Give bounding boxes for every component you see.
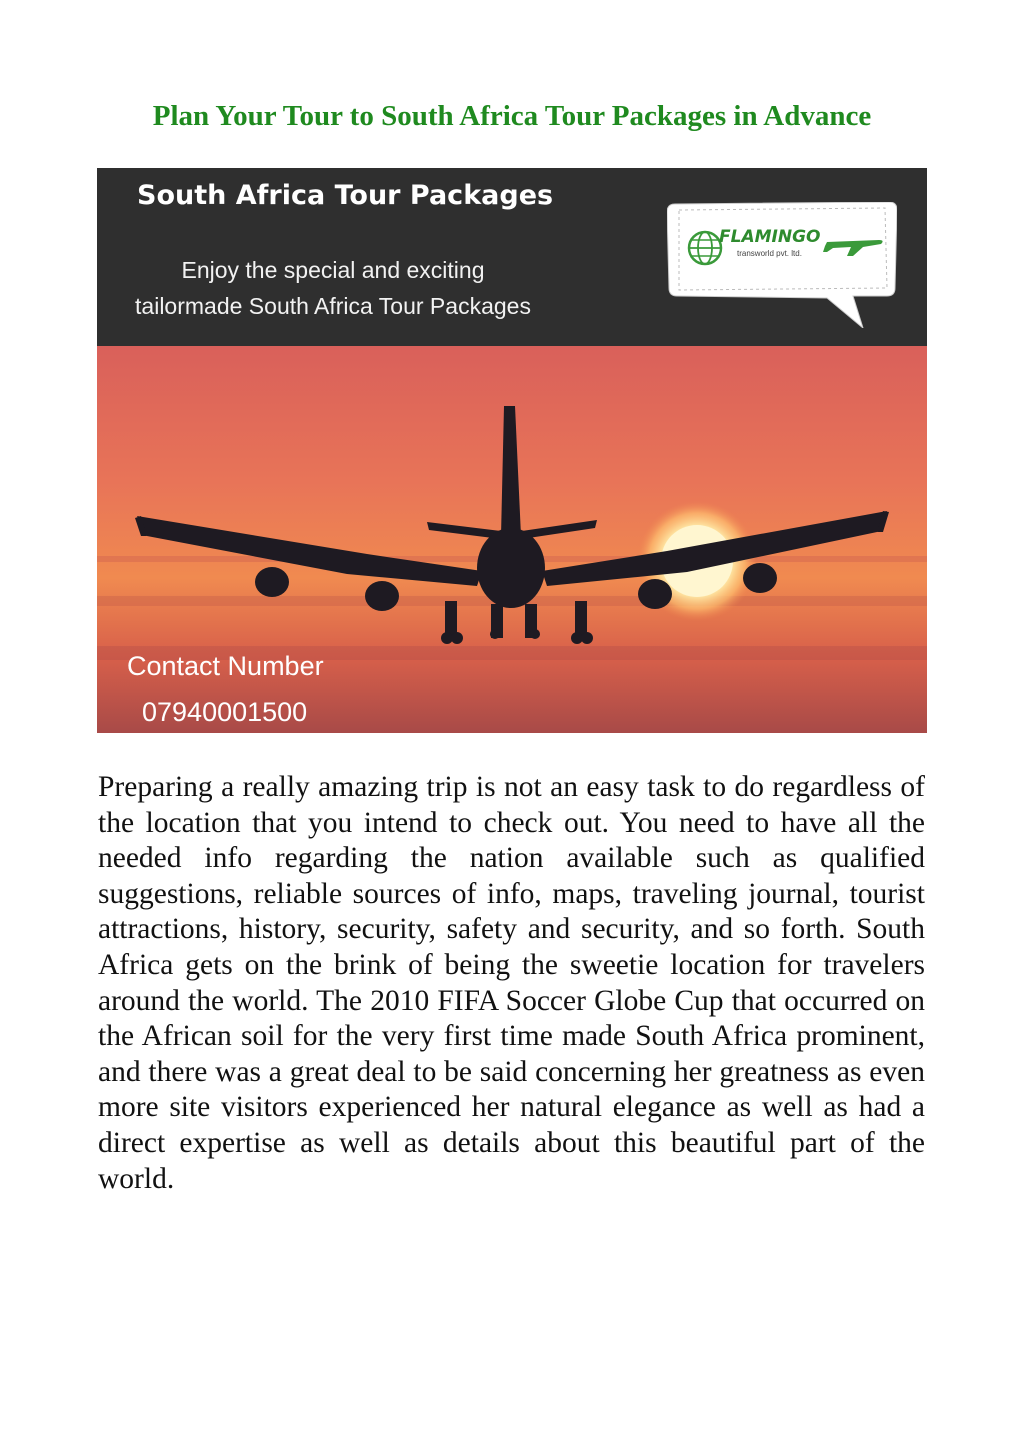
- logo-subtext: transworld pvt. ltd.: [737, 249, 802, 258]
- page-title: Plan Your Tour to South Africa Tour Packages in Advance: [152, 100, 872, 132]
- logo-brand: FLAMINGO: [719, 227, 821, 247]
- contact-number: 07940001500: [142, 697, 308, 727]
- body-paragraph: Preparing a really amazing trip is not an easy task to do regardless of the location that you intend to check out. You need to have all the needed info regarding the nation available such as qualified suggestions, reliable sources of info, maps, traveling journal, tourist attractions, history, security, safety and security, and so forth. South Africa gets on the brink of being the sweetie location for travelers around the world. The 2010 FIFA Soccer Globe Cup that occurred on the African soil for the very first time made South Africa prominent, and there was a great deal to be said concerning her greatness as even more site visitors experienced her natural elegance as well as had a direct expertise as well as details about this beautiful part of the world.: [98, 771, 925, 1195]
- banner-header: [97, 168, 927, 346]
- promo-banner: [97, 168, 927, 733]
- contact-label: Contact Number: [127, 651, 324, 681]
- banner-heading: South Africa Tour Packages: [137, 180, 554, 211]
- banner-tagline: Enjoy the special and exciting tailormade South Africa Tour Packages: [135, 257, 531, 319]
- speech-bubble-icon: [667, 202, 897, 328]
- company-logo: [667, 202, 897, 328]
